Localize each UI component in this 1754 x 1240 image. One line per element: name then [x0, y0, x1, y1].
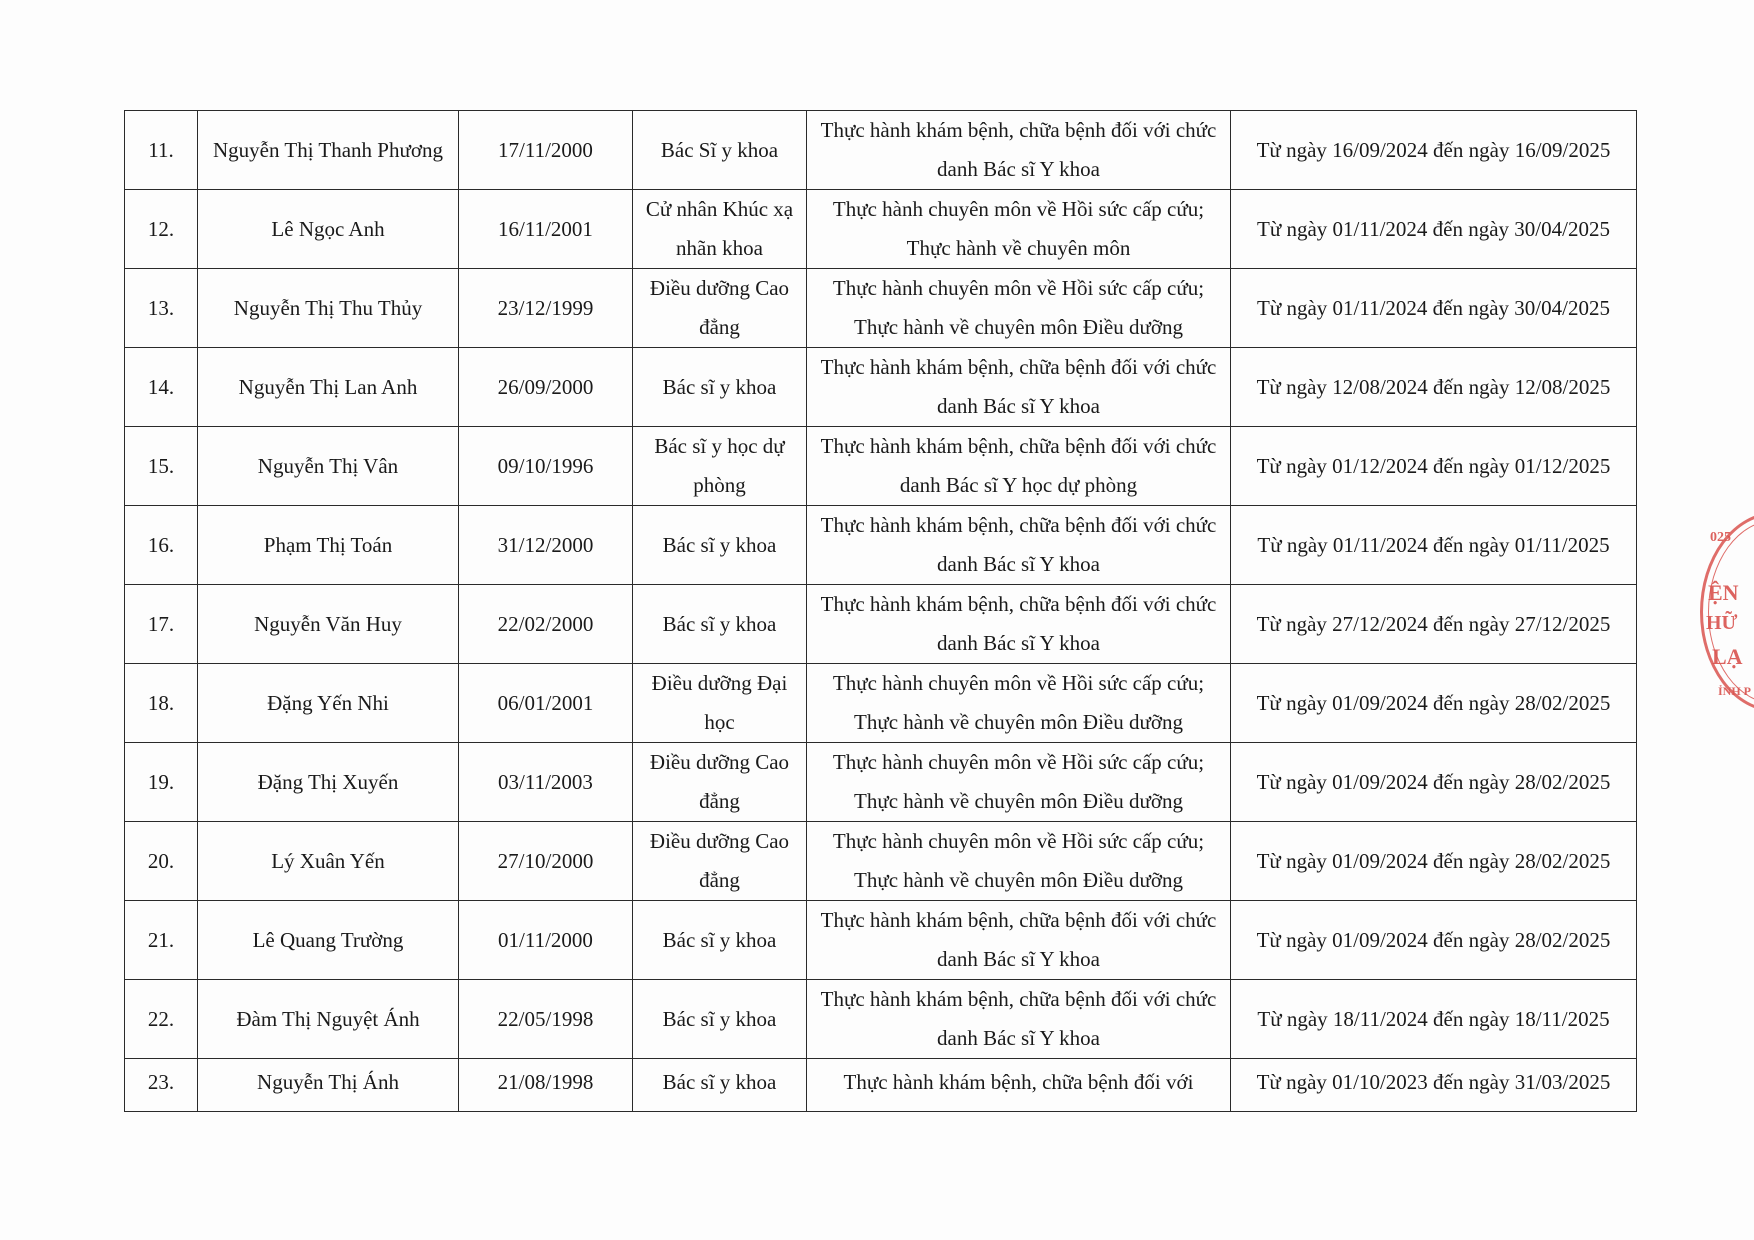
cell-row-number: 11. [125, 111, 198, 190]
cell-date-of-birth: 16/11/2001 [459, 190, 633, 269]
cell-qualification: Bác sĩ y khoa [633, 348, 807, 427]
cell-qualification: Bác sĩ y học dự phòng [633, 427, 807, 506]
cell-practice-scope: Thực hành khám bệnh, chữa bệnh đối với chức danh Bác sĩ Y khoa [807, 506, 1231, 585]
cell-row-number: 20. [125, 822, 198, 901]
cell-date-of-birth: 03/11/2003 [459, 743, 633, 822]
cell-practice-period: Từ ngày 01/11/2024 đến ngày 30/04/2025 [1231, 269, 1637, 348]
table-row [125, 269, 1637, 348]
cell-practice-period: Từ ngày 01/11/2024 đến ngày 30/04/2025 [1231, 190, 1637, 269]
cell-date-of-birth: 27/10/2000 [459, 822, 633, 901]
cell-date-of-birth: 23/12/1999 [459, 269, 633, 348]
stamp-text-1: ỆN [1708, 580, 1739, 605]
table-row [125, 664, 1637, 743]
cell-row-number: 23. [125, 1059, 198, 1112]
cell-practice-period: Từ ngày 01/09/2024 đến ngày 28/02/2025 [1231, 743, 1637, 822]
cell-practice-period: Từ ngày 18/11/2024 đến ngày 18/11/2025 [1231, 980, 1637, 1059]
cell-practice-scope: Thực hành khám bệnh, chữa bệnh đối với chức danh Bác sĩ Y học dự phòng [807, 427, 1231, 506]
table-row [125, 1059, 1637, 1112]
cell-full-name: Đàm Thị Nguyệt Ánh [198, 980, 459, 1059]
cell-row-number: 14. [125, 348, 198, 427]
cell-practice-scope: Thực hành chuyên môn về Hồi sức cấp cứu; Thực hành về chuyên môn [807, 190, 1231, 269]
stamp-text-year: 025 [1710, 530, 1731, 545]
stamp-text-3: LẠ [1712, 644, 1743, 669]
cell-qualification: Bác Sĩ y khoa [633, 111, 807, 190]
cell-full-name: Nguyễn Thị Ánh [198, 1059, 459, 1112]
cell-row-number: 16. [125, 506, 198, 585]
cell-qualification: Bác sĩ y khoa [633, 901, 807, 980]
practitioner-table [124, 110, 1637, 1112]
cell-full-name: Lê Ngọc Anh [198, 190, 459, 269]
stamp-text-4: ỈNH P [1718, 684, 1751, 698]
table-row [125, 348, 1637, 427]
cell-practice-period: Từ ngày 01/12/2024 đến ngày 01/12/2025 [1231, 427, 1637, 506]
cell-date-of-birth: 17/11/2000 [459, 111, 633, 190]
cell-row-number: 12. [125, 190, 198, 269]
cell-date-of-birth: 31/12/2000 [459, 506, 633, 585]
table-row [125, 822, 1637, 901]
cell-practice-period: Từ ngày 12/08/2024 đến ngày 12/08/2025 [1231, 348, 1637, 427]
cell-full-name: Nguyễn Văn Huy [198, 585, 459, 664]
cell-practice-period: Từ ngày 01/09/2024 đến ngày 28/02/2025 [1231, 664, 1637, 743]
cell-qualification: Bác sĩ y khoa [633, 1059, 807, 1112]
cell-full-name: Lý Xuân Yến [198, 822, 459, 901]
cell-date-of-birth: 22/05/1998 [459, 980, 633, 1059]
cell-qualification: Điều dưỡng Cao đẳng [633, 269, 807, 348]
cell-practice-period: Từ ngày 16/09/2024 đến ngày 16/09/2025 [1231, 111, 1637, 190]
cell-full-name: Nguyễn Thị Thanh Phương [198, 111, 459, 190]
table-row [125, 427, 1637, 506]
table-row [125, 190, 1637, 269]
cell-date-of-birth: 21/08/1998 [459, 1059, 633, 1112]
cell-practice-period: Từ ngày 01/09/2024 đến ngày 28/02/2025 [1231, 822, 1637, 901]
cell-full-name: Lê Quang Trường [198, 901, 459, 980]
table-row [125, 743, 1637, 822]
cell-row-number: 15. [125, 427, 198, 506]
cell-practice-scope: Thực hành chuyên môn về Hồi sức cấp cứu; Thực hành về chuyên môn Điều dưỡng [807, 664, 1231, 743]
cell-practice-scope: Thực hành chuyên môn về Hồi sức cấp cứu; Thực hành về chuyên môn Điều dưỡng [807, 743, 1231, 822]
cell-practice-scope: Thực hành khám bệnh, chữa bệnh đối với chức danh Bác sĩ Y khoa [807, 348, 1231, 427]
cell-practice-scope: Thực hành chuyên môn về Hồi sức cấp cứu; Thực hành về chuyên môn Điều dưỡng [807, 269, 1231, 348]
table-row [125, 980, 1637, 1059]
cell-practice-period: Từ ngày 01/11/2024 đến ngày 01/11/2025 [1231, 506, 1637, 585]
cell-qualification: Điều dưỡng Cao đẳng [633, 822, 807, 901]
cell-row-number: 19. [125, 743, 198, 822]
cell-row-number: 18. [125, 664, 198, 743]
cell-practice-scope: Thực hành khám bệnh, chữa bệnh đối với chức danh Bác sĩ Y khoa [807, 585, 1231, 664]
cell-practice-scope: Thực hành khám bệnh, chữa bệnh đối với [807, 1059, 1231, 1112]
cell-qualification: Bác sĩ y khoa [633, 506, 807, 585]
cell-practice-period: Từ ngày 01/09/2024 đến ngày 28/02/2025 [1231, 901, 1637, 980]
table-body [125, 111, 1637, 1112]
cell-practice-scope: Thực hành khám bệnh, chữa bệnh đối với chức danh Bác sĩ Y khoa [807, 901, 1231, 980]
cell-date-of-birth: 26/09/2000 [459, 348, 633, 427]
table-row [125, 585, 1637, 664]
official-stamp [1700, 512, 1754, 712]
cell-date-of-birth: 01/11/2000 [459, 901, 633, 980]
table-row [125, 111, 1637, 190]
stamp-text-2: HỮ [1706, 612, 1738, 634]
cell-practice-scope: Thực hành khám bệnh, chữa bệnh đối với chức danh Bác sĩ Y khoa [807, 980, 1231, 1059]
cell-row-number: 21. [125, 901, 198, 980]
table-row [125, 901, 1637, 980]
cell-qualification: Bác sĩ y khoa [633, 980, 807, 1059]
cell-row-number: 22. [125, 980, 198, 1059]
cell-practice-period: Từ ngày 01/10/2023 đến ngày 31/03/2025 [1231, 1059, 1637, 1112]
cell-qualification: Điều dưỡng Đại học [633, 664, 807, 743]
cell-qualification: Điều dưỡng Cao đẳng [633, 743, 807, 822]
cell-qualification: Cử nhân Khúc xạ nhãn khoa [633, 190, 807, 269]
cell-full-name: Đặng Yến Nhi [198, 664, 459, 743]
cell-practice-scope: Thực hành chuyên môn về Hồi sức cấp cứu; Thực hành về chuyên môn Điều dưỡng [807, 822, 1231, 901]
cell-practice-scope: Thực hành khám bệnh, chữa bệnh đối với chức danh Bác sĩ Y khoa [807, 111, 1231, 190]
cell-date-of-birth: 09/10/1996 [459, 427, 633, 506]
cell-row-number: 13. [125, 269, 198, 348]
cell-date-of-birth: 06/01/2001 [459, 664, 633, 743]
cell-full-name: Phạm Thị Toán [198, 506, 459, 585]
table-row [125, 506, 1637, 585]
cell-full-name: Đặng Thị Xuyến [198, 743, 459, 822]
cell-full-name: Nguyễn Thị Thu Thủy [198, 269, 459, 348]
cell-full-name: Nguyễn Thị Lan Anh [198, 348, 459, 427]
cell-full-name: Nguyễn Thị Vân [198, 427, 459, 506]
cell-practice-period: Từ ngày 27/12/2024 đến ngày 27/12/2025 [1231, 585, 1637, 664]
cell-qualification: Bác sĩ y khoa [633, 585, 807, 664]
cell-date-of-birth: 22/02/2000 [459, 585, 633, 664]
cell-row-number: 17. [125, 585, 198, 664]
